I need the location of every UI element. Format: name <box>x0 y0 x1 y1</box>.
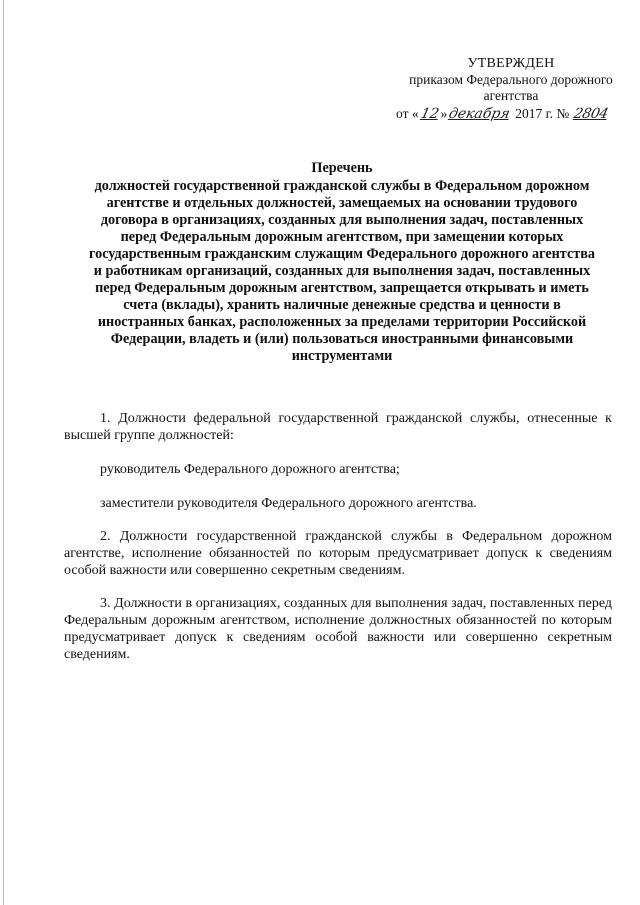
title-line: Федерации, владеть и (или) пользоваться иностранными финансовыми <box>110 331 574 347</box>
order-prefix: от « <box>396 106 419 121</box>
order-day-handwritten: 12 <box>418 106 441 122</box>
order-quote-close: » <box>440 106 448 121</box>
document-title <box>74 160 610 365</box>
paragraph-1-item-1: руководитель Федерального дорожного агентства; <box>100 462 400 477</box>
paragraph-3: 3. Должности в организациях, созданных для выполнения задач, поставленных перед Федеральным дорожным агентством, исполнение должностных обязанностей по которым предусматривает допуск к сведениям особой важности или совершенно секретным сведениям. <box>64 596 612 662</box>
order-month-handwritten: декабря <box>447 106 512 122</box>
order-date-line <box>396 106 626 122</box>
title-heading: Перечень <box>311 160 373 176</box>
title-line: государственным гражданским служащим Федерального дорожного агентства <box>89 246 595 262</box>
title-line: перед Федеральным дорожным агентством, запрещается открывать и иметь <box>95 280 589 296</box>
page-edge <box>3 0 4 905</box>
title-line: договора в организациях, созданных для выполнения задач, поставленных <box>100 212 584 228</box>
paragraph-1: 1. Должности федеральной государственной гражданской службы, отнесенные к высшей группе должностей: <box>64 411 612 443</box>
title-line: счета (вклады), хранить наличные денежные средства и ценности в <box>123 297 561 313</box>
paragraph-1-item-2: заместители руководителя Федерального дорожного агентства. <box>100 496 477 511</box>
approved-label: УТВЕРЖДЕН <box>467 56 555 71</box>
order-year: 2017 г. № <box>515 106 570 121</box>
title-line: должностей государственной гражданской службы в Федеральном дорожном <box>94 178 590 194</box>
order-number-handwritten: 2804 <box>571 106 609 122</box>
title-line: инструментами <box>291 348 393 364</box>
title-line: и работникам организаций, созданных для выполнения задач, поставленных <box>93 263 591 279</box>
title-line: агентстве и отдельных должностей, замещаемых на основании трудового <box>106 195 578 211</box>
order-line-1: приказом Федерального дорожного <box>409 72 613 87</box>
paragraph-2: 2. Должности государственной гражданской службы в Федеральном дорожном агентстве, исполнение обязанностей по которым предусматривает допуск к сведениям особой важности или совершенно секретным сведениям. <box>64 529 612 578</box>
title-line: перед Федеральным дорожным агентством, при замещении которых <box>120 229 564 245</box>
approval-stamp <box>396 56 626 122</box>
document-body <box>64 410 612 663</box>
title-line: иностранных банках, расположенных за пределами территории Российской <box>97 314 587 330</box>
order-line-2: агентства <box>483 88 539 103</box>
